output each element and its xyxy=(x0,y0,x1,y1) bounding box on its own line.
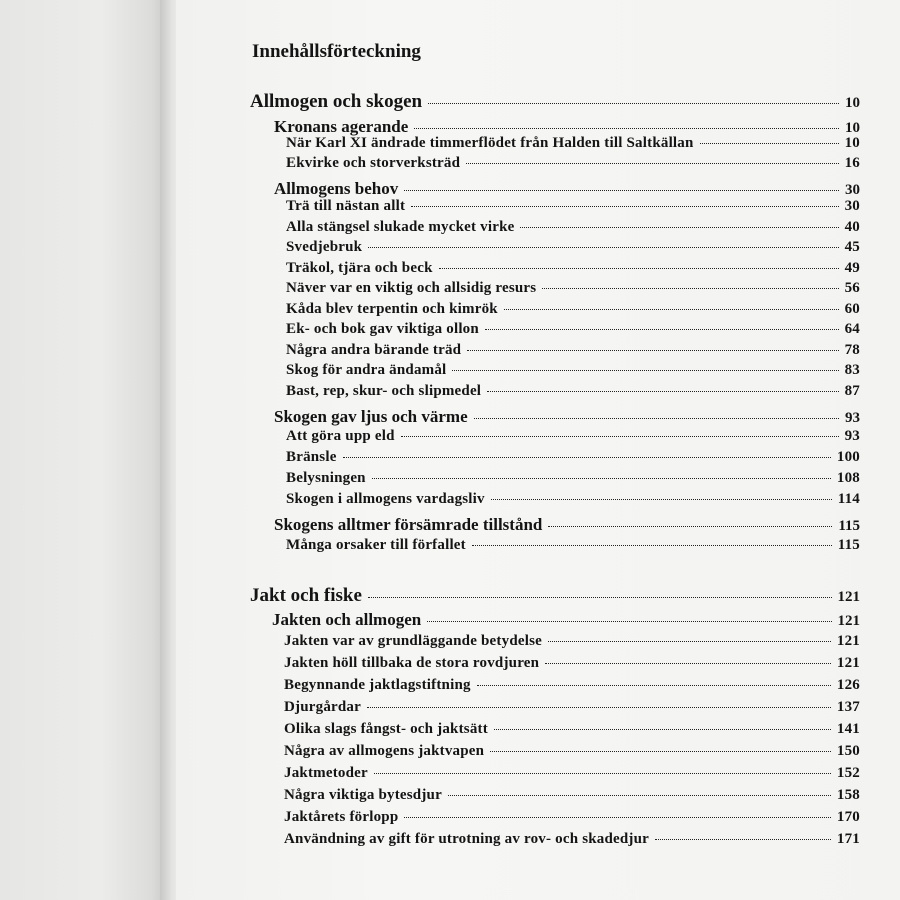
dot-leader xyxy=(548,641,831,642)
dot-leader xyxy=(414,128,839,129)
entry-title: Många orsaker till förfallet xyxy=(286,537,466,553)
entry-page: 16 xyxy=(844,155,860,171)
dot-leader xyxy=(700,143,839,144)
entry-title: Kronans agerande xyxy=(274,117,409,136)
entry-page: 141 xyxy=(836,721,860,737)
dot-leader xyxy=(467,350,838,351)
entry-title: Allmogen och skogen xyxy=(250,91,423,112)
toc-entry-chapter xyxy=(274,407,860,427)
toc-entry-section xyxy=(284,831,860,848)
dot-leader xyxy=(367,707,831,708)
dot-leader xyxy=(374,773,831,774)
toc-entry-chapter xyxy=(274,117,860,137)
dot-leader xyxy=(548,526,832,527)
toc-entry-section xyxy=(286,491,860,508)
entry-title: När Karl XI ändrade timmerflödet från Halden till Saltkällan xyxy=(286,135,694,151)
entry-title: Belysningen xyxy=(286,470,366,486)
entry-page: 93 xyxy=(844,428,860,444)
entry-title: Att göra upp eld xyxy=(286,428,395,444)
toc-entry-part xyxy=(250,585,860,607)
entry-title: Jakten var av grundläggande betydelse xyxy=(284,633,542,649)
toc-entry-chapter xyxy=(272,610,860,630)
entry-title: Träkol, tjära och beck xyxy=(286,260,433,276)
entry-title: Några viktiga bytesdjur xyxy=(284,787,442,803)
entry-title: Svedjebruk xyxy=(286,239,363,255)
toc-entry-section xyxy=(286,321,860,338)
toc-entry-section xyxy=(284,633,860,650)
toc-entry-section xyxy=(286,428,860,445)
entry-title: Kåda blev terpentin och kimrök xyxy=(286,301,498,317)
entry-page: 121 xyxy=(837,589,860,605)
entry-title: Olika slags fångst- och jaktsätt xyxy=(284,721,488,737)
entry-page: 10 xyxy=(845,120,860,136)
entry-title: Skogen i allmogens vardagsliv xyxy=(286,491,485,507)
entry-page: 10 xyxy=(845,95,860,111)
entry-page: 126 xyxy=(836,677,860,693)
entry-page: 114 xyxy=(837,491,860,507)
entry-title: Jakten och allmogen xyxy=(272,610,422,629)
dot-leader xyxy=(477,685,831,686)
toc-entry-section xyxy=(284,765,860,782)
entry-page: 115 xyxy=(838,518,860,534)
entry-page: 87 xyxy=(844,383,860,399)
toc-entry-section xyxy=(286,383,860,400)
toc-entry-section xyxy=(286,449,860,466)
dot-leader xyxy=(428,103,839,104)
dot-leader xyxy=(452,370,838,371)
entry-title: Bast, rep, skur- och slipmedel xyxy=(286,383,482,399)
entry-title: Ek- och bok gav viktiga ollon xyxy=(286,321,479,337)
dot-leader xyxy=(372,478,831,479)
entry-page: 152 xyxy=(836,765,860,781)
dot-leader xyxy=(655,839,831,840)
entry-page: 45 xyxy=(844,239,860,255)
entry-title: Några andra bärande träd xyxy=(286,342,462,358)
toc-entry-section xyxy=(286,219,860,236)
toc-entry-section xyxy=(286,362,860,379)
toc-entry-section xyxy=(286,342,860,359)
entry-title: Näver var en viktig och allsidig resurs xyxy=(286,280,537,296)
toc-heading: Innehållsförteckning xyxy=(252,41,421,62)
entry-page: 170 xyxy=(836,809,860,825)
dot-leader xyxy=(427,621,831,622)
entry-page: 56 xyxy=(844,280,860,296)
entry-page: 30 xyxy=(845,182,860,198)
dot-leader xyxy=(474,418,839,419)
entry-page: 83 xyxy=(844,362,860,378)
entry-title: Skog för andra ändamål xyxy=(286,362,447,378)
dot-leader xyxy=(491,499,832,500)
toc-entry-section xyxy=(286,537,860,554)
entry-page: 78 xyxy=(844,342,860,358)
entry-page: 121 xyxy=(836,655,860,671)
entry-title: Djurgårdar xyxy=(284,699,361,715)
dot-leader xyxy=(368,247,838,248)
toc-entry-section xyxy=(284,787,860,804)
dot-leader xyxy=(466,163,838,164)
toc-entry-section xyxy=(284,699,860,716)
dot-leader xyxy=(490,751,831,752)
dot-leader xyxy=(487,391,838,392)
entry-page: 10 xyxy=(844,135,860,151)
dot-leader xyxy=(343,457,831,458)
toc-entry-section xyxy=(284,809,860,826)
toc-entry-section xyxy=(286,155,860,172)
entry-page: 115 xyxy=(837,537,860,553)
entry-page: 100 xyxy=(836,449,860,465)
entry-page: 93 xyxy=(845,410,860,426)
entry-title: Bränsle xyxy=(286,449,337,465)
entry-title: Jakt och fiske xyxy=(250,585,362,606)
dot-leader xyxy=(494,729,831,730)
dot-leader xyxy=(504,309,839,310)
entry-title: Trä till nästan allt xyxy=(286,198,406,214)
toc-entry-section xyxy=(286,470,860,487)
entry-title: Alla stängsel slukade mycket virke xyxy=(286,219,515,235)
toc-entry-section xyxy=(286,280,860,297)
entry-page: 158 xyxy=(836,787,860,803)
entry-page: 121 xyxy=(836,633,860,649)
dot-leader xyxy=(448,795,831,796)
entry-page: 171 xyxy=(836,831,860,847)
dot-leader xyxy=(401,436,839,437)
dot-leader xyxy=(404,190,839,191)
entry-title: Skogens alltmer försämrade tillstånd xyxy=(274,515,543,534)
toc-entry-section xyxy=(286,198,860,215)
entry-page: 40 xyxy=(844,219,860,235)
entry-title: Skogen gav ljus och värme xyxy=(274,407,468,426)
toc-entry-section xyxy=(284,743,860,760)
entry-title: Jaktmetoder xyxy=(284,765,368,781)
toc-entry-section xyxy=(286,135,860,152)
dot-leader xyxy=(404,817,831,818)
toc-entry-part xyxy=(250,91,860,113)
entry-title: Begynnande jaktlagstiftning xyxy=(284,677,471,693)
toc-entry-section xyxy=(284,721,860,738)
toc-entry-section xyxy=(284,677,860,694)
dot-leader xyxy=(545,663,831,664)
dot-leader xyxy=(542,288,838,289)
entry-title: Några av allmogens jaktvapen xyxy=(284,743,485,759)
dot-leader xyxy=(520,227,838,228)
entry-title: Jaktårets förlopp xyxy=(284,809,399,825)
entry-page: 60 xyxy=(844,301,860,317)
entry-page: 150 xyxy=(836,743,860,759)
table-of-contents xyxy=(250,0,860,900)
entry-page: 49 xyxy=(844,260,860,276)
dot-leader xyxy=(485,329,839,330)
entry-title: Allmogens behov xyxy=(274,179,399,198)
entry-page: 137 xyxy=(836,699,860,715)
dot-leader xyxy=(368,597,832,598)
entry-page: 121 xyxy=(837,613,860,629)
toc-entry-section xyxy=(286,239,860,256)
toc-entry-chapter xyxy=(274,179,860,199)
toc-entry-chapter xyxy=(274,515,860,535)
entry-title: Jakten höll tillbaka de stora rovdjuren xyxy=(284,655,540,671)
entry-page: 64 xyxy=(844,321,860,337)
entry-page: 108 xyxy=(836,470,860,486)
left-page xyxy=(0,0,168,900)
dot-leader xyxy=(439,268,839,269)
entry-title: Användning av gift för utrotning av rov- och skadedjur xyxy=(284,831,650,847)
toc-entry-section xyxy=(286,260,860,277)
dot-leader xyxy=(411,206,838,207)
dot-leader xyxy=(472,545,832,546)
entry-page: 30 xyxy=(844,198,860,214)
entry-title: Ekvirke och storverksträd xyxy=(286,155,461,171)
toc-entry-section xyxy=(284,655,860,672)
toc-entry-section xyxy=(286,301,860,318)
